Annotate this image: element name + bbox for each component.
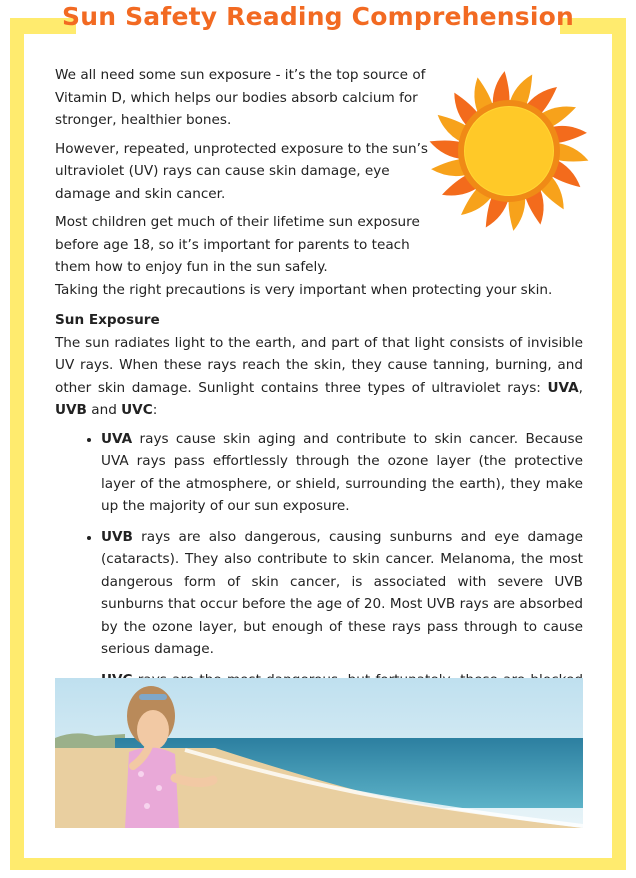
bullet-uvb [101, 526, 583, 661]
girl-at-beach-illustration [55, 678, 583, 828]
page-title: Sun Safety Reading Comprehension [61, 2, 575, 31]
bullet-term: UVB [101, 528, 133, 545]
intro-paragraph-4: Taking the right precautions is very important when protecting your skin. [55, 281, 553, 298]
uv-bullet-list [55, 428, 583, 714]
uvc-term: UVC [121, 402, 153, 418]
section-heading: Sun Exposure [55, 312, 160, 328]
section-paragraph [55, 332, 583, 422]
article-body [55, 64, 583, 722]
bullet-text: rays are also dangerous, causing sunburns and eye damage (cataracts). They also contribute to skin cancer. Melanoma, the most dangerous form of skin cancer, is associated with severe UVB sunburns that occur before the age of 20. Most UVB rays are absorbed by the ozone layer, but enough of these rays pass through to cause serious damage. [101, 528, 583, 657]
colon-text: : [152, 402, 158, 418]
and-text: and [86, 402, 122, 418]
uva-term: UVA [547, 379, 579, 396]
comma-text: , [578, 379, 583, 396]
bullet-term: UVA [101, 430, 133, 447]
bullet-text: rays cause skin aging and contribute to skin cancer. Because UVA rays pass effortlessly through the ozone layer (the protective layer of the atmosphere, or shield, surrounding the earth), they make up the majority of our sun exposure. [101, 430, 583, 514]
intro-paragraph-3: Most children get much of their lifetime sun exposure before age 18, so it’s important for parents to teach them how to enjoy fun in the sun safely. [55, 214, 420, 275]
intro-paragraph-1: We all need some sun exposure - it’s the top source of Vitamin D, which helps our bodies absorb calcium for stronger, healthier bones. [55, 67, 426, 128]
bullet-uva [101, 428, 583, 518]
intro-paragraph-2: However, repeated, unprotected exposure to the sun’s ultraviolet (UV) rays can cause skin damage, eye damage and skin cancer. [55, 140, 428, 202]
section-paragraph-text: The sun radiates light to the earth, and part of that light consists of invisible UV rays. When these rays reach the skin, they cause tanning, burning, and other skin damage. Sunlight contains three types of ultraviolet rays: [55, 334, 583, 396]
uvb-term: UVB [55, 402, 87, 418]
